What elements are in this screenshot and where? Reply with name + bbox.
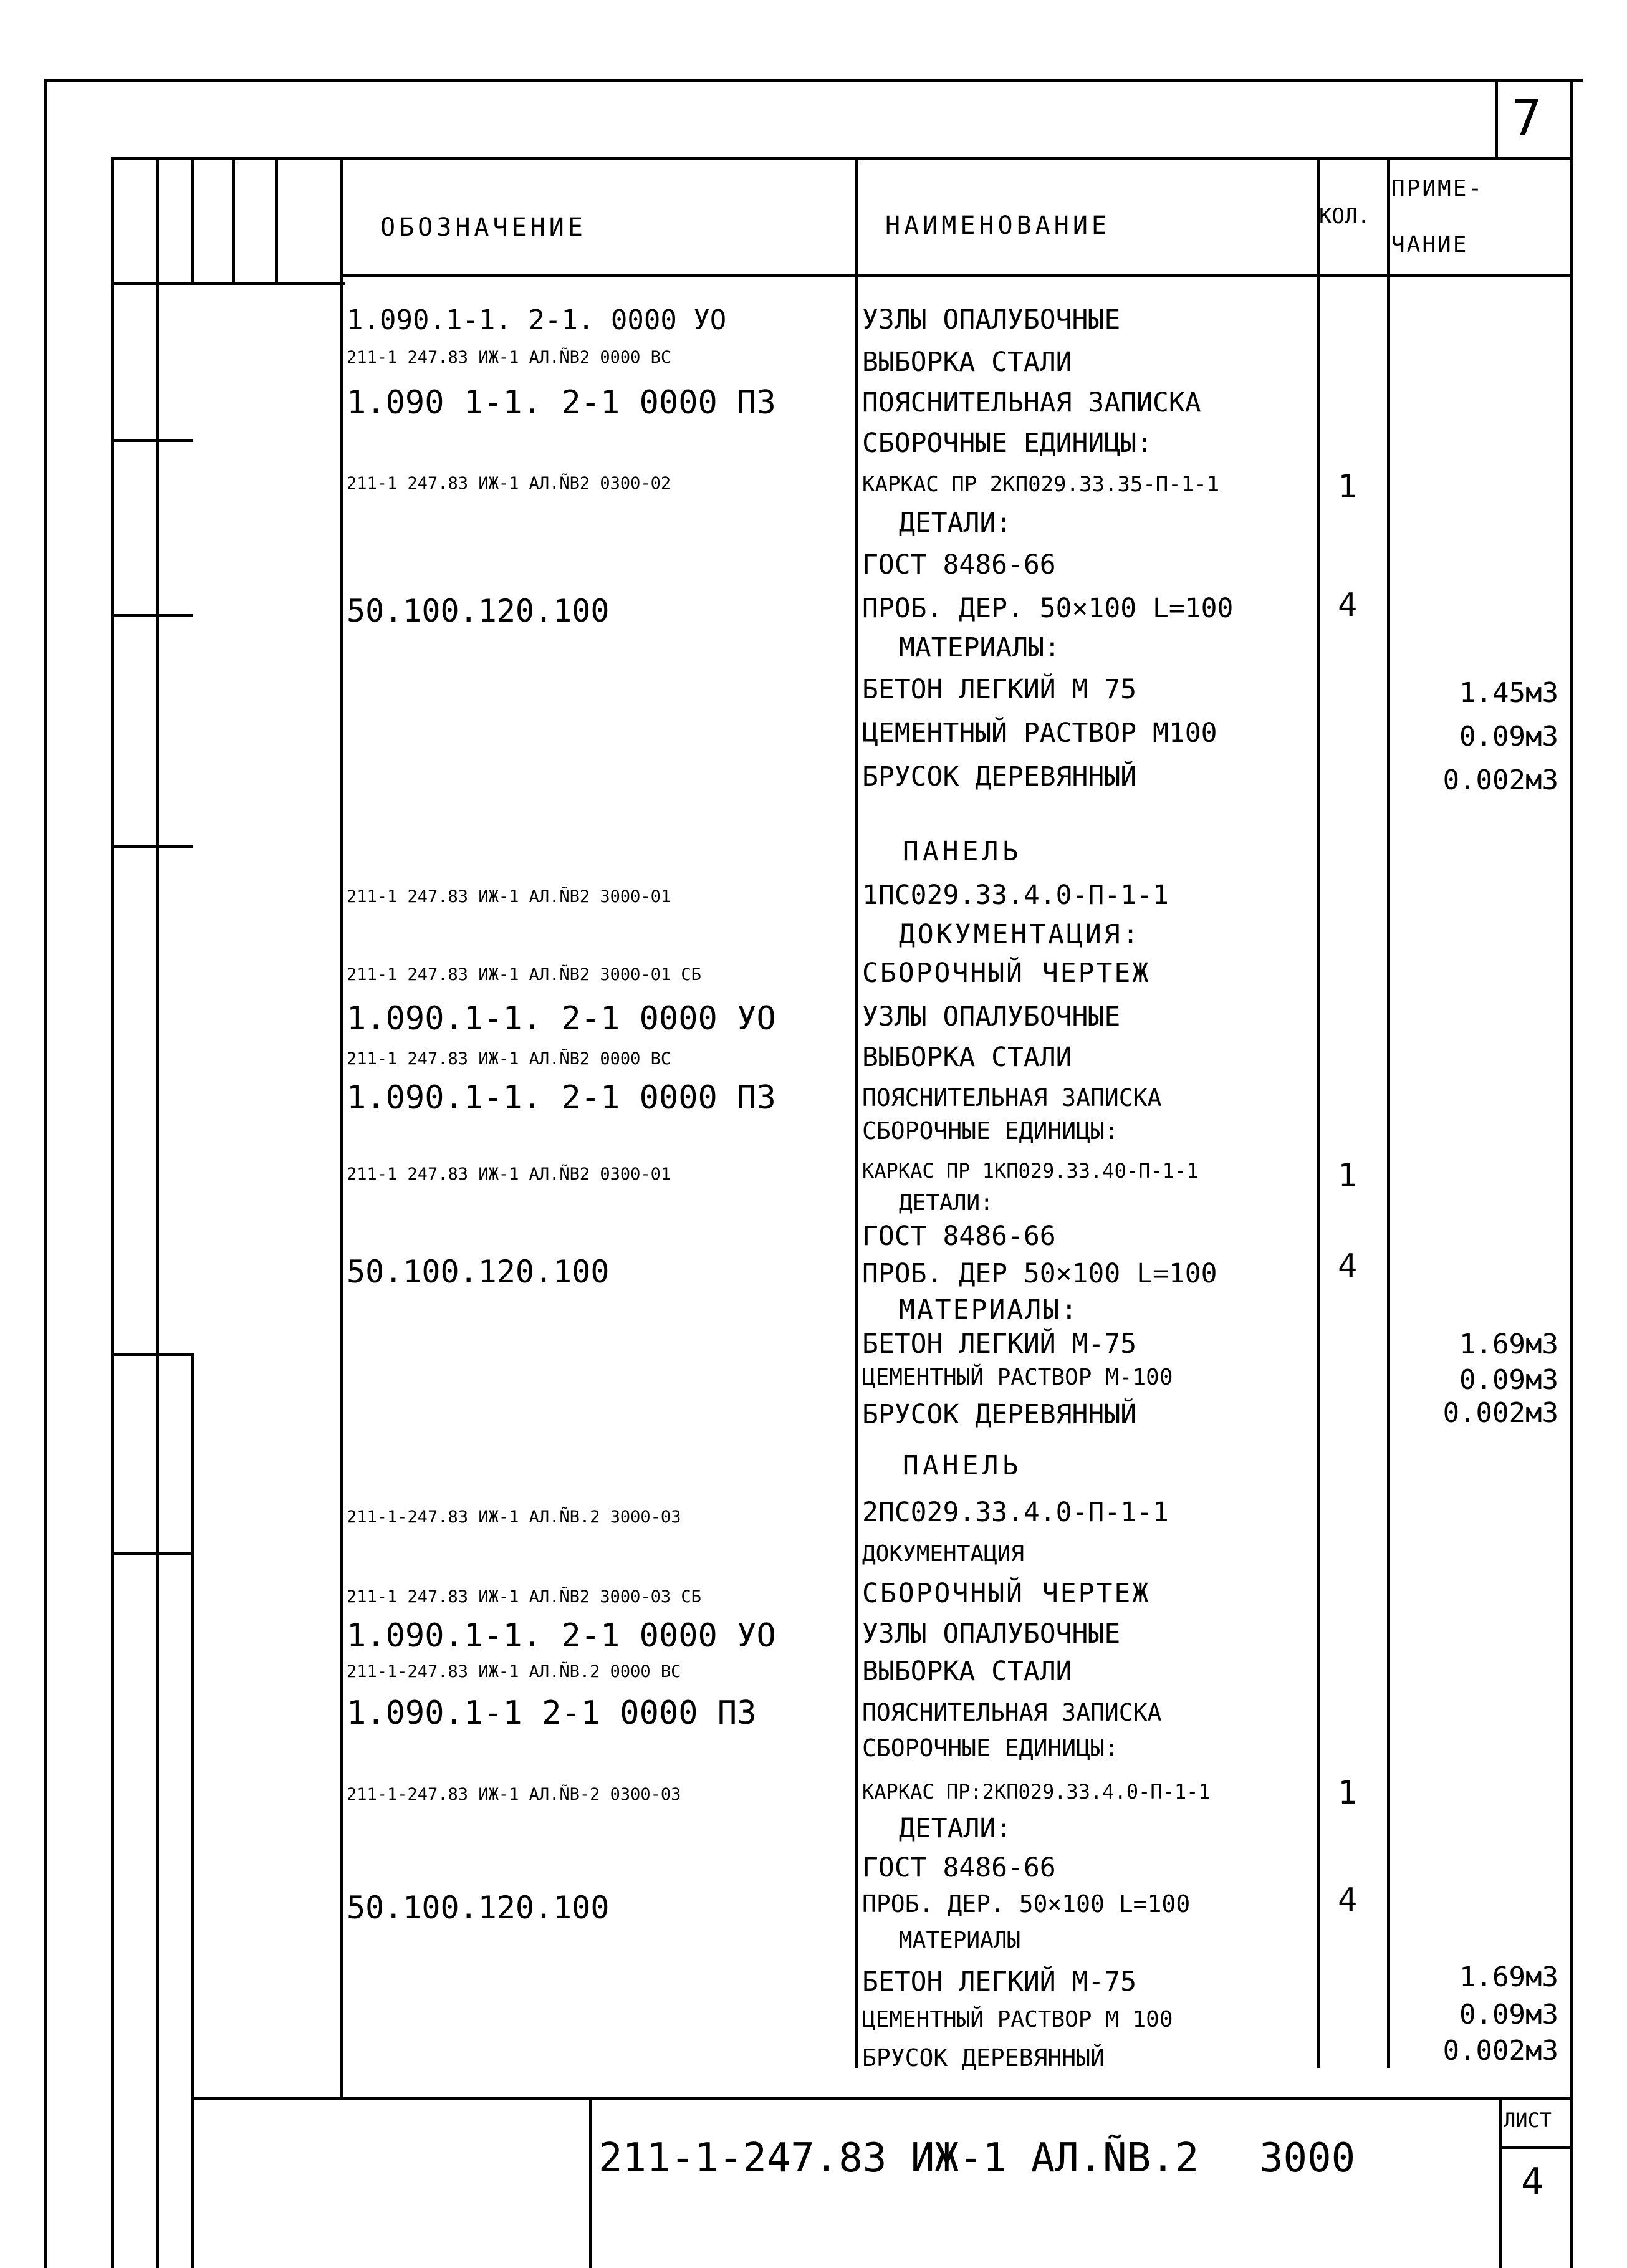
col-designation-left [340, 157, 343, 2099]
designation-cell: 1.090.1-1. 2-1 0000 УО [347, 1000, 776, 1037]
name-cell: СБОРОЧНЫЕ ЕДИНИЦЫ: [862, 1117, 1119, 1145]
name-cell: УЗЛЫ ОПАЛУБОЧНЫЕ [862, 1001, 1121, 1032]
name-cell: ДЕТАЛИ: [899, 1813, 1012, 1844]
qty-cell: 1 [1338, 1774, 1358, 1812]
col-name-left [855, 157, 858, 2068]
title-block-number: 3000 [1259, 2135, 1356, 2181]
section-title: ПАНЕЛЬ [903, 836, 1022, 867]
name-cell: ЦЕМЕНТНЫЙ РАСТВОР М 100 [862, 2007, 1173, 2032]
qty-cell: 4 [1338, 1247, 1358, 1285]
designation-cell: 211-1-247.83 ИЖ-1 АЛ.ÑВ-2 0300-03 [347, 1785, 681, 1804]
designation-cell: 1.090 1-1. 2-1 0000 ПЗ [347, 384, 776, 421]
designation-cell: 1.090.1-1. 2-1 0000 УО [347, 1617, 776, 1655]
note-cell: 0.09м3 [1459, 721, 1558, 752]
note-cell: 0.002м3 [1442, 764, 1558, 796]
qty-cell: 1 [1338, 1157, 1358, 1194]
name-cell: КАРКАС ПР:2КП029.33.4.0-П-1-1 [862, 1780, 1211, 1804]
binding-line-3b [191, 1353, 194, 2268]
name-cell: ДЕТАЛИ: [899, 507, 1012, 539]
note-cell: 1.69м3 [1459, 1961, 1558, 1993]
name-cell: 1ПС029.33.4.0-П-1-1 [862, 880, 1169, 911]
name-cell: МАТЕРИАЛЫ: [899, 1294, 1079, 1325]
designation-cell: 211-1 247.83 ИЖ-1 АЛ.ÑВ2 0000 ВС [347, 348, 671, 367]
title-block-code: 211-1-247.83 ИЖ-1 АЛ.ÑВ.2 [598, 2135, 1199, 2181]
name-cell: СБОРОЧНЫЕ ЕДИНИЦЫ: [862, 1734, 1119, 1762]
designation-cell: 211-1 247.83 ИЖ-1 АЛ.ÑВ2 3000-01 СБ [347, 965, 701, 984]
name-cell: МАТЕРИАЛЫ: [899, 632, 1060, 663]
sheet-box-mid [1499, 2146, 1571, 2149]
designation-cell: 50.100.120.100 [347, 1890, 610, 1926]
name-cell: КАРКАС ПР 1КП029.33.40-П-1-1 [862, 1159, 1199, 1183]
note-cell: 1.45м3 [1459, 677, 1558, 709]
note-cell: 1.69м3 [1459, 1329, 1558, 1360]
sheet-box-left [1499, 2097, 1502, 2268]
name-cell: ПОЯСНИТЕЛЬНАЯ ЗАПИСКА [862, 387, 1201, 418]
name-cell: УЗЛЫ ОПАЛУБОЧНЫЕ [862, 1618, 1121, 1650]
name-cell: ДОКУМЕНТАЦИЯ [862, 1541, 1025, 1567]
name-cell: ВЫБОРКА СТАЛИ [862, 1042, 1072, 1073]
binding-line-1 [111, 157, 114, 2268]
name-cell: УЗЛЫ ОПАЛУБОЧНЫЕ [862, 304, 1121, 335]
name-cell: КАРКАС ПР 2КП029.33.35-П-1-1 [862, 472, 1220, 497]
designation-cell: 211-1-247.83 ИЖ-1 АЛ.ÑВ.2 0000 ВС [347, 1662, 681, 1681]
binding-h-1 [111, 282, 345, 285]
sheet-number: 4 [1521, 2160, 1544, 2204]
binding-h-6 [111, 1552, 193, 1555]
outer-left-border [44, 79, 47, 2268]
note-cell: 0.09м3 [1459, 1364, 1558, 1396]
name-cell: БЕТОН ЛЕГКИЙ М-75 [862, 1966, 1137, 1997]
sheet-label: ЛИСТ [1504, 2108, 1552, 2132]
name-cell: ДЕТАЛИ: [899, 1190, 994, 1216]
header-qty: КОЛ. [1319, 204, 1370, 229]
header-note-line1: ПРИМЕ- [1391, 176, 1484, 201]
designation-cell: 1.090.1-1 2-1 0000 ПЗ [347, 1694, 757, 1732]
binding-line-5 [275, 157, 278, 282]
header-name: НАИМЕНОВАНИЕ [885, 211, 1110, 240]
outer-top-border [44, 79, 1583, 82]
name-cell: ПРОБ. ДЕР 50×100 L=100 [862, 1258, 1217, 1289]
name-cell: ПРОБ. ДЕР. 50×100 L=100 [862, 1890, 1191, 1918]
designation-cell: 211-1 247.83 ИЖ-1 АЛ.ÑВ2 0000 ВС [347, 1049, 671, 1069]
name-cell: БЕТОН ЛЕГКИЙ М 75 [862, 674, 1137, 705]
header-bottom [340, 274, 1571, 277]
title-block-divider [589, 2097, 592, 2268]
binding-line-4 [232, 157, 235, 282]
designation-cell: 1.090.1-1. 2-1 0000 ПЗ [347, 1079, 776, 1117]
name-cell: СБОРОЧНЫЙ ЧЕРТЕЖ [862, 958, 1151, 989]
designation-cell: 211-1 247.83 ИЖ-1 АЛ.ÑВ2 0300-02 [347, 474, 671, 493]
header-note-line2: ЧАНИЕ [1391, 232, 1469, 257]
designation-cell: 211-1-247.83 ИЖ-1 АЛ.ÑВ.2 3000-03 [347, 1507, 681, 1527]
designation-cell: 50.100.120.100 [347, 593, 610, 629]
name-cell: СБОРОЧНЫЕ ЕДИНИЦЫ: [862, 428, 1153, 459]
binding-h-3 [111, 614, 193, 617]
name-cell: БРУСОК ДЕРЕВЯННЫЙ [862, 2044, 1105, 2072]
name-cell: СБОРОЧНЫЙ ЧЕРТЕЖ [862, 1578, 1151, 1609]
binding-line-3 [191, 157, 194, 282]
frame-right [1570, 79, 1573, 2268]
note-cell: 0.09м3 [1459, 1999, 1558, 2030]
qty-cell: 1 [1338, 468, 1358, 506]
designation-cell: 211-1 247.83 ИЖ-1 АЛ.ÑВ2 3000-01 [347, 887, 671, 906]
binding-line-2 [156, 157, 159, 2268]
name-cell: ПОЯСНИТЕЛЬНАЯ ЗАПИСКА [862, 1084, 1162, 1112]
name-cell: ГОСТ 8486-66 [862, 1852, 1056, 1883]
designation-cell: 211-1 247.83 ИЖ-1 АЛ.ÑВ2 3000-03 СБ [347, 1587, 701, 1607]
page-number: 7 [1512, 89, 1542, 147]
name-cell: ДОКУМЕНТАЦИЯ: [899, 919, 1141, 950]
name-cell: БРУСОК ДЕРЕВЯННЫЙ [862, 1399, 1137, 1430]
name-cell: ВЫБОРКА СТАЛИ [862, 347, 1072, 378]
name-cell: ВЫБОРКА СТАЛИ [862, 1656, 1072, 1687]
binding-h-5 [111, 1353, 193, 1356]
name-cell: ЦЕМЕНТНЫЙ РАСТВОР М-100 [862, 1365, 1173, 1390]
qty-cell: 4 [1338, 587, 1358, 624]
binding-h-2 [111, 439, 193, 442]
page-number-box-left [1495, 79, 1498, 159]
designation-cell: 211-1 247.83 ИЖ-1 АЛ.ÑВ2 0300-01 [347, 1165, 671, 1184]
note-cell: 0.002м3 [1442, 2035, 1558, 2067]
title-block-top [191, 2097, 1571, 2100]
name-cell: ГОСТ 8486-66 [862, 549, 1056, 580]
name-cell: БЕТОН ЛЕГКИЙ М-75 [862, 1329, 1137, 1360]
header-designation: ОБОЗНАЧЕНИЕ [380, 213, 587, 242]
name-cell: ПОЯСНИТЕЛЬНАЯ ЗАПИСКА [862, 1699, 1162, 1726]
name-cell: ЦЕМЕНТНЫЙ РАСТВОР М100 [862, 718, 1217, 749]
binding-h-4 [111, 845, 193, 848]
qty-cell: 4 [1338, 1881, 1358, 1919]
frame-top [111, 157, 1573, 160]
col-qty-left [1317, 157, 1320, 2068]
designation-cell: 1.090.1-1. 2-1. 0000 УО [347, 304, 727, 336]
col-note-left [1387, 157, 1390, 2068]
name-cell: 2ПС029.33.4.0-П-1-1 [862, 1497, 1169, 1528]
section-title: ПАНЕЛЬ [903, 1450, 1022, 1481]
name-cell: ПРОБ. ДЕР. 50×100 L=100 [862, 593, 1234, 624]
designation-cell: 50.100.120.100 [347, 1254, 610, 1290]
note-cell: 0.002м3 [1442, 1397, 1558, 1429]
name-cell: МАТЕРИАЛЫ [899, 1928, 1021, 1953]
name-cell: БРУСОК ДЕРЕВЯННЫЙ [862, 761, 1137, 792]
name-cell: ГОСТ 8486-66 [862, 1221, 1056, 1252]
